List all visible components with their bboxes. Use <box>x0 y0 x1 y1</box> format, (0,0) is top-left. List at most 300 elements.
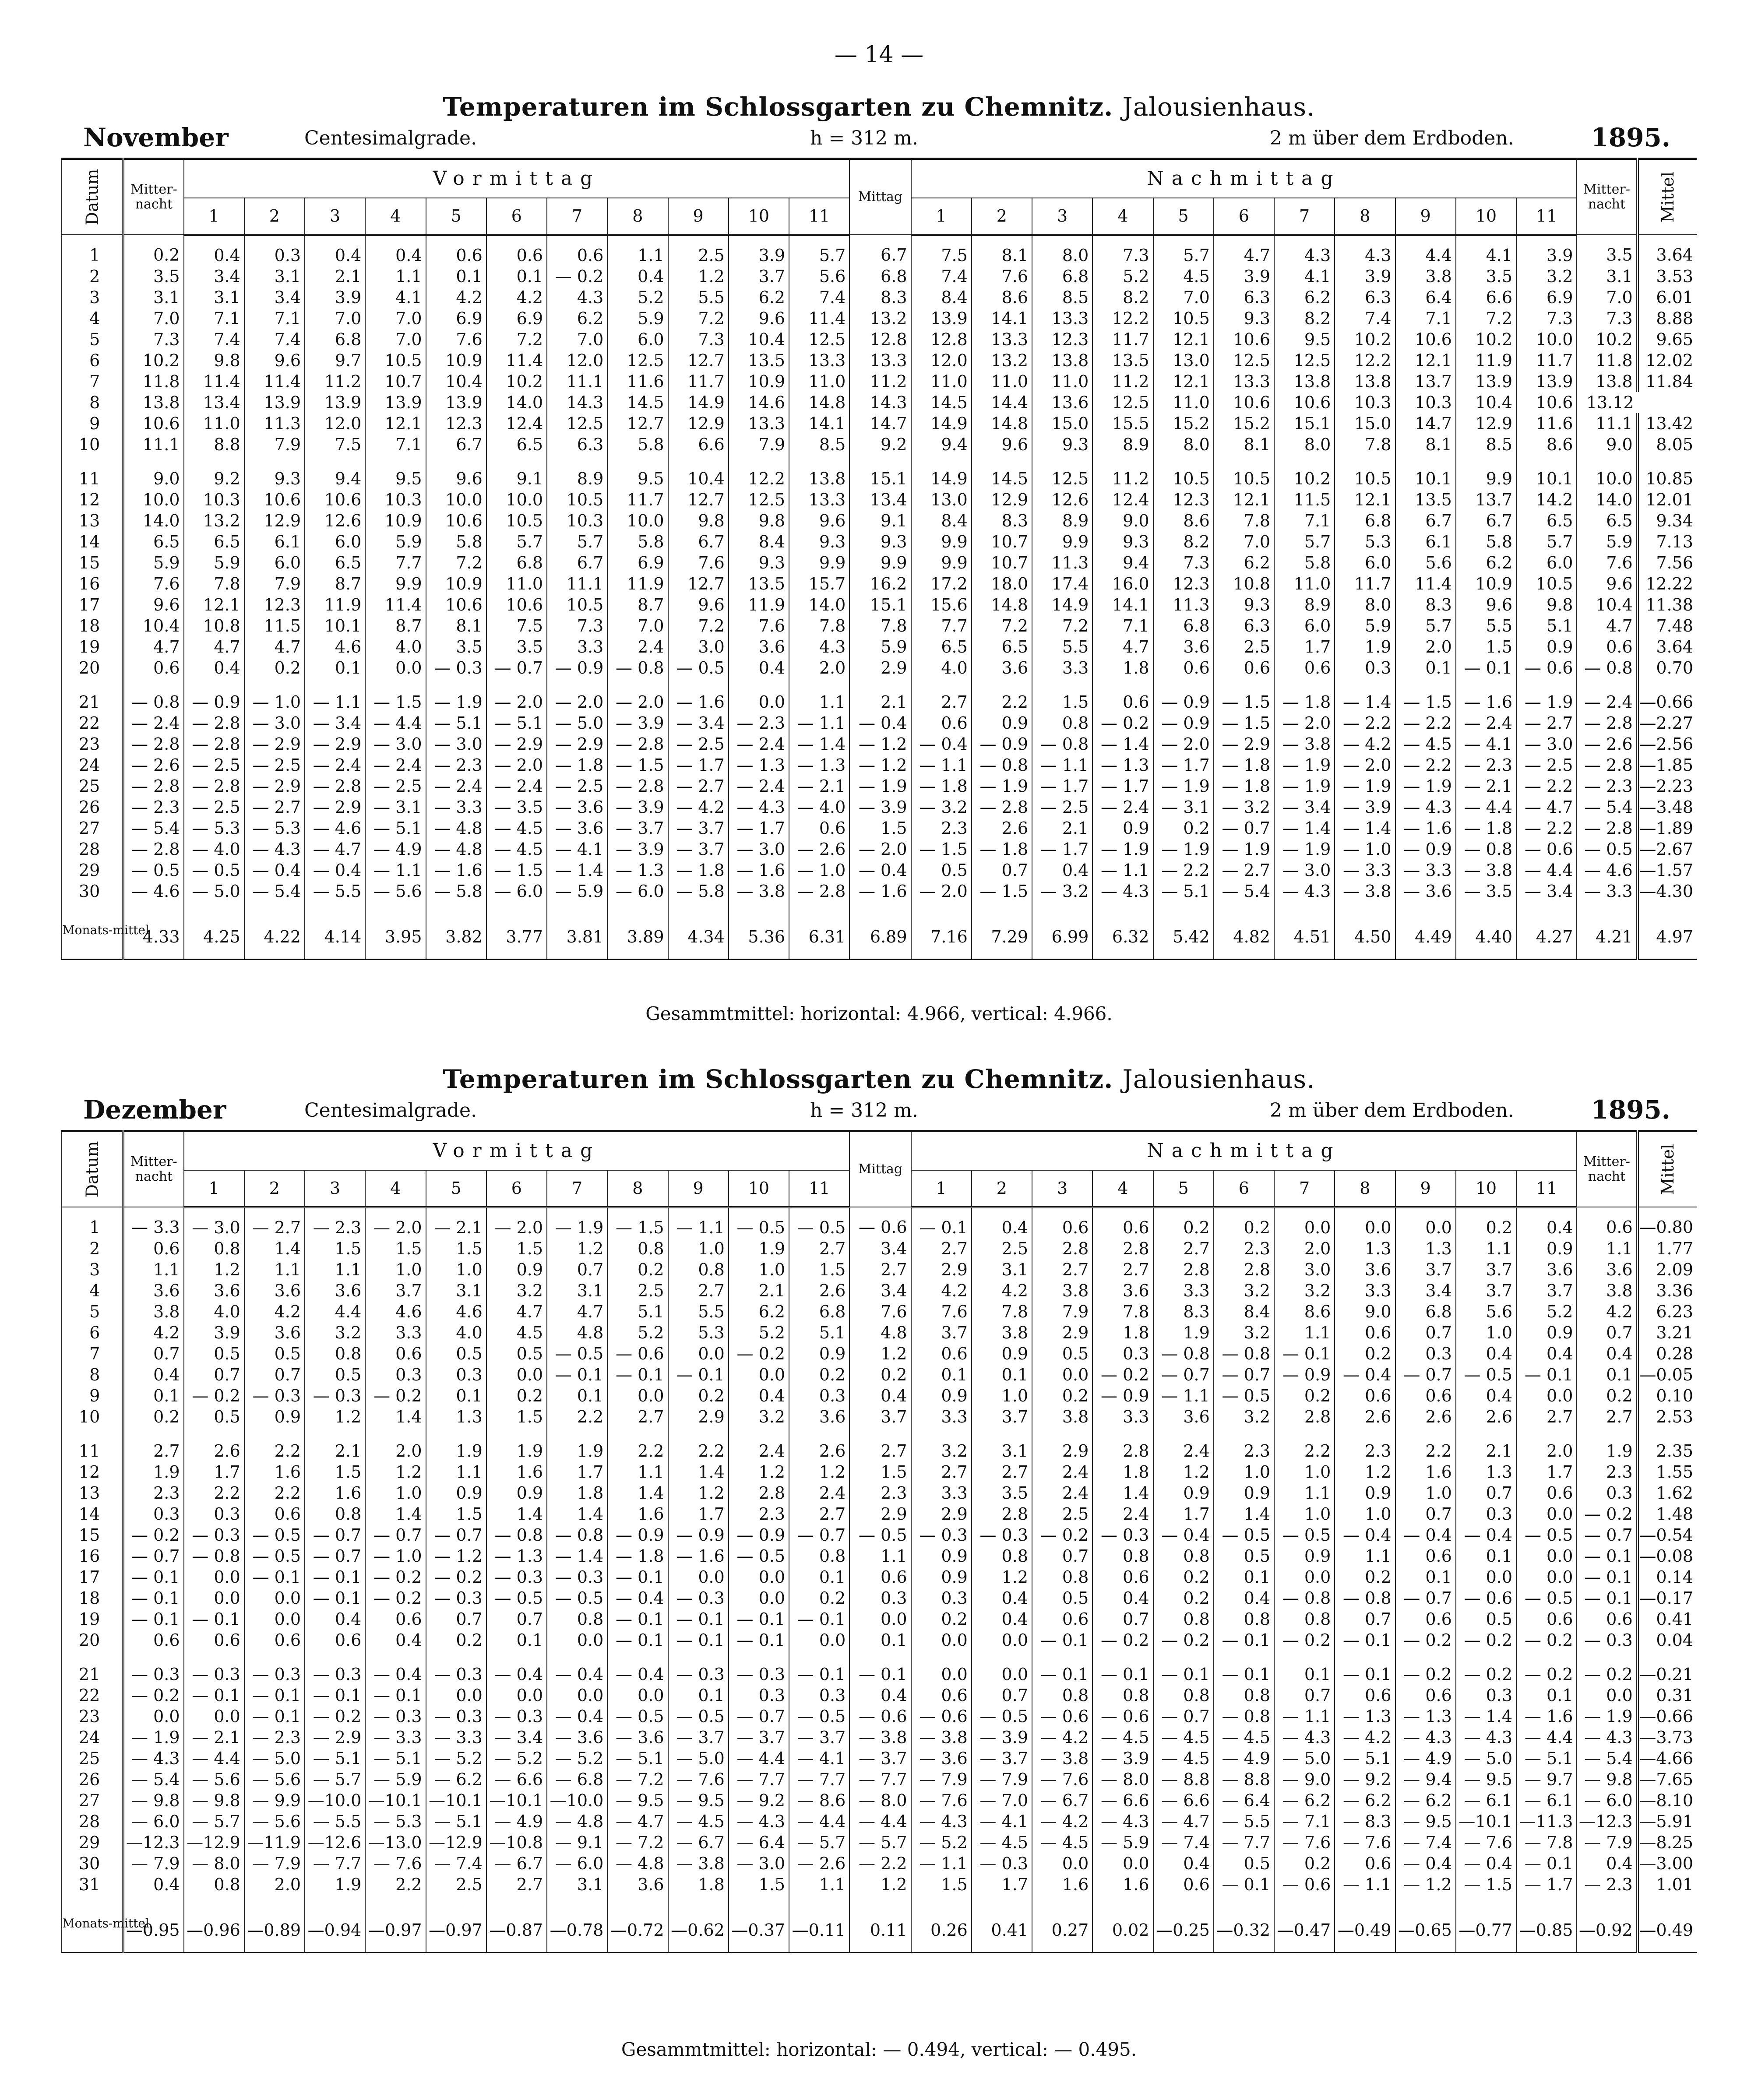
value-cell: 3.0 <box>668 636 729 657</box>
day-cell: 18 <box>62 615 123 636</box>
value-cell: 0.0 <box>365 657 426 678</box>
value-cell: 15.1 <box>849 455 911 489</box>
value-cell: 11.8 <box>123 371 183 392</box>
value-cell: 3.3 <box>1153 1280 1214 1301</box>
value-cell: 4.3 <box>1335 235 1395 266</box>
value-cell: — 3.6 <box>1395 881 1456 902</box>
value-cell: — 1.8 <box>911 776 972 797</box>
value-cell: — 0.3 <box>911 1525 972 1546</box>
value-cell: — 1.6 <box>668 1546 729 1567</box>
value-cell: — 2.8 <box>789 881 849 902</box>
value-cell: — 0.2 <box>729 1343 789 1364</box>
value-cell: 0.8 <box>1032 1685 1092 1706</box>
value-cell: — 6.4 <box>1214 1790 1274 1811</box>
value-cell: — 0.9 <box>668 1525 729 1546</box>
value-cell: 6.4 <box>1395 287 1456 308</box>
value-cell: 0.6 <box>1335 1685 1395 1706</box>
value-cell: 0.5 <box>1456 1609 1516 1630</box>
value-cell: 1.6 <box>305 1482 365 1504</box>
value-cell: 7.3 <box>123 329 183 350</box>
value-cell: 2.7 <box>1032 1259 1092 1280</box>
value-cell: 6.2 <box>729 1301 789 1322</box>
value-cell: — 0.7 <box>305 1525 365 1546</box>
value-cell: — 2.0 <box>1335 755 1395 776</box>
value-cell: — 1.3 <box>1395 1706 1456 1727</box>
value-cell: 7.0 <box>1153 287 1214 308</box>
value-cell: — 3.8 <box>1335 881 1395 902</box>
value-cell: 11.7 <box>1092 329 1153 350</box>
value-cell: 7.3 <box>668 329 729 350</box>
value-cell: — 1.1 <box>789 713 849 734</box>
value-cell: 10.6 <box>426 594 486 615</box>
value-cell: — 1.7 <box>1092 776 1153 797</box>
value-cell: 1.1 <box>607 235 668 266</box>
value-cell: 10.6 <box>1214 392 1274 413</box>
value-cell: — 0.1 <box>789 1651 849 1685</box>
value-cell: 0.2 <box>1153 1567 1214 1588</box>
value-cell: — 1.0 <box>789 860 849 881</box>
value-cell: 9.9 <box>849 552 911 573</box>
value-cell: 2.8 <box>1214 1259 1274 1280</box>
value-cell: 1.2 <box>668 266 729 287</box>
value-cell: 0.0 <box>1274 1207 1335 1238</box>
mean-cell: 4.27 <box>1516 902 1577 960</box>
value-cell: 3.6 <box>244 1280 305 1301</box>
value-cell: — 1.1 <box>1153 1385 1214 1406</box>
value-cell: — 0.1 <box>547 1364 607 1385</box>
day-cell: 10 <box>62 434 123 455</box>
value-cell: 0.4 <box>1577 1853 1637 1874</box>
value-cell: — 1.3 <box>607 860 668 881</box>
value-cell: 8.3 <box>1153 1301 1214 1322</box>
value-cell: 1.1 <box>426 1461 486 1482</box>
value-cell: — 1.7 <box>1032 776 1092 797</box>
mean-cell: —0.37 <box>729 1895 789 1953</box>
value-cell: —7.65 <box>1638 1769 1697 1790</box>
value-cell: 0.9 <box>486 1482 547 1504</box>
value-cell: 0.6 <box>244 1504 305 1525</box>
value-cell: — 0.8 <box>184 1546 244 1567</box>
value-cell: 10.5 <box>547 594 607 615</box>
value-cell: 2.09 <box>1638 1259 1697 1280</box>
hour-header: 1 <box>911 198 972 235</box>
value-cell: 0.3 <box>729 1685 789 1706</box>
value-cell: 11.0 <box>972 371 1032 392</box>
table-row <box>62 1461 1697 1482</box>
hour-header: 7 <box>547 198 607 235</box>
page-number: — 14 — <box>834 42 924 68</box>
value-cell: — 2.1 <box>426 1207 486 1238</box>
value-cell: 0.0 <box>607 1685 668 1706</box>
value-cell: — 2.8 <box>1577 755 1637 776</box>
value-cell: 0.7 <box>1032 1546 1092 1567</box>
value-cell: — 4.9 <box>486 1811 547 1832</box>
value-cell: 1.1 <box>305 1259 365 1280</box>
value-cell: — 1.9 <box>1274 776 1335 797</box>
value-cell: 6.6 <box>668 434 729 455</box>
mean-cell: 6.31 <box>789 902 849 960</box>
value-cell: — 2.3 <box>123 797 183 818</box>
value-cell: 6.8 <box>789 1301 849 1322</box>
value-cell: — 3.0 <box>184 1207 244 1238</box>
value-cell: — 0.2 <box>305 1706 365 1727</box>
value-cell: — 0.3 <box>1577 1630 1637 1651</box>
mean-cell: —0.87 <box>486 1895 547 1953</box>
table-row <box>62 1790 1697 1811</box>
value-cell: 11.6 <box>607 371 668 392</box>
value-cell: 7.2 <box>972 615 1032 636</box>
value-cell: 0.9 <box>972 1343 1032 1364</box>
value-cell: — 9.7 <box>1516 1769 1577 1790</box>
value-cell: 0.0 <box>1092 1853 1153 1874</box>
value-cell: — 5.3 <box>184 818 244 839</box>
value-cell: — 9.2 <box>729 1790 789 1811</box>
value-cell: — 0.5 <box>184 860 244 881</box>
value-cell: 0.0 <box>1456 1567 1516 1588</box>
value-cell: — 9.1 <box>547 1832 607 1853</box>
value-cell: 12.7 <box>668 350 729 371</box>
value-cell: 0.6 <box>849 1567 911 1588</box>
value-cell: 0.6 <box>911 1343 972 1364</box>
value-cell: 5.9 <box>607 308 668 329</box>
value-cell: 3.4 <box>849 1238 911 1259</box>
value-cell: — 0.6 <box>1274 1874 1335 1895</box>
value-cell: 0.8 <box>305 1343 365 1364</box>
value-cell: 3.1 <box>1577 266 1637 287</box>
value-cell: 0.1 <box>305 657 365 678</box>
value-cell: 13.7 <box>1395 371 1456 392</box>
value-cell: 0.4 <box>184 657 244 678</box>
value-cell: — 1.0 <box>1335 839 1395 860</box>
value-cell: 3.64 <box>1638 636 1697 657</box>
value-cell: 0.1 <box>1577 1364 1637 1385</box>
value-cell: — 2.1 <box>789 776 849 797</box>
value-cell: 3.8 <box>123 1301 183 1322</box>
value-cell: — 8.6 <box>789 1790 849 1811</box>
value-cell: — 0.8 <box>1032 734 1092 755</box>
value-cell: 7.13 <box>1638 531 1697 552</box>
value-cell: — 1.2 <box>1395 1874 1456 1895</box>
value-cell: 0.0 <box>1516 1504 1577 1525</box>
value-cell: 2.6 <box>789 1280 849 1301</box>
value-cell: 1.9 <box>305 1874 365 1895</box>
value-cell: 1.6 <box>1092 1874 1153 1895</box>
value-cell: 14.9 <box>668 392 729 413</box>
value-cell: 0.8 <box>184 1874 244 1895</box>
value-cell: — 0.1 <box>1335 1630 1395 1651</box>
value-cell: 2.2 <box>972 678 1032 713</box>
value-cell: 2.2 <box>668 1427 729 1461</box>
value-cell: 7.3 <box>547 615 607 636</box>
value-cell: — 5.9 <box>1092 1832 1153 1853</box>
hour-header: 9 <box>1395 198 1456 235</box>
table-row <box>62 552 1697 573</box>
value-cell: 0.8 <box>1214 1609 1274 1630</box>
temperature-table <box>61 158 1697 960</box>
value-cell: 2.6 <box>1335 1406 1395 1427</box>
hour-header: 5 <box>1153 1170 1214 1207</box>
value-cell: 1.7 <box>547 1461 607 1482</box>
day-cell: 19 <box>62 1609 123 1630</box>
value-cell: 0.6 <box>1092 1207 1153 1238</box>
value-cell: 1.4 <box>365 1406 426 1427</box>
value-cell: — 3.4 <box>305 713 365 734</box>
value-cell: — 0.1 <box>668 1609 729 1630</box>
table-row <box>62 266 1697 287</box>
value-cell: — 5.0 <box>184 881 244 902</box>
value-cell: 1.9 <box>1153 1322 1214 1343</box>
value-cell: — 0.3 <box>668 1588 729 1609</box>
value-cell: 0.6 <box>1577 1207 1637 1238</box>
value-cell: — 3.3 <box>1335 860 1395 881</box>
table-row <box>62 1630 1697 1651</box>
value-cell: 3.7 <box>1516 1280 1577 1301</box>
day-cell: 27 <box>62 818 123 839</box>
mean-cell: 0.02 <box>1092 1895 1153 1953</box>
value-cell: 1.9 <box>486 1427 547 1461</box>
value-cell: 7.8 <box>789 615 849 636</box>
value-cell: — 0.8 <box>1456 839 1516 860</box>
value-cell: — 4.3 <box>1274 1727 1335 1748</box>
value-cell: — 3.3 <box>426 797 486 818</box>
value-cell: 3.5 <box>1577 235 1637 266</box>
value-cell: 11.0 <box>911 371 972 392</box>
value-cell: — 7.6 <box>1274 1832 1335 1853</box>
mittel-header: Mittel <box>1638 159 1697 235</box>
day-cell: 29 <box>62 860 123 881</box>
value-cell: 0.4 <box>1516 1343 1577 1364</box>
value-cell: — 2.9 <box>486 734 547 755</box>
value-cell: 4.8 <box>547 1322 607 1343</box>
value-cell: — 0.6 <box>1032 1706 1092 1727</box>
value-cell: 7.56 <box>1638 552 1697 573</box>
value-cell: 3.6 <box>244 1322 305 1343</box>
value-cell: 10.3 <box>1335 392 1395 413</box>
value-cell: 1.9 <box>729 1238 789 1259</box>
value-cell: 9.34 <box>1638 510 1697 531</box>
value-cell: 6.7 <box>426 434 486 455</box>
value-cell: 9.3 <box>1214 308 1274 329</box>
value-cell: 12.5 <box>607 350 668 371</box>
value-cell: 2.9 <box>911 1259 972 1280</box>
value-cell: — 7.7 <box>305 1853 365 1874</box>
value-cell: 1.3 <box>1395 1238 1456 1259</box>
value-cell: 4.5 <box>486 1322 547 1343</box>
value-cell: — 1.4 <box>1456 1706 1516 1727</box>
value-cell: 10.9 <box>1456 573 1516 594</box>
value-cell: — 3.8 <box>729 881 789 902</box>
mean-cell: —0.96 <box>184 1895 244 1953</box>
value-cell: 7.1 <box>365 434 426 455</box>
value-cell: 2.0 <box>244 1874 305 1895</box>
value-cell: 11.0 <box>486 573 547 594</box>
mean-cell: —0.97 <box>426 1895 486 1953</box>
value-cell: — 2.0 <box>911 881 972 902</box>
day-cell: 26 <box>62 1769 123 1790</box>
day-cell: 21 <box>62 1651 123 1685</box>
value-cell: — 2.3 <box>1577 776 1637 797</box>
value-cell: 3.9 <box>729 235 789 266</box>
value-cell: 0.4 <box>972 1207 1032 1238</box>
value-cell: 2.2 <box>607 1427 668 1461</box>
value-cell: 7.6 <box>1577 552 1637 573</box>
value-cell: —12.6 <box>305 1832 365 1853</box>
value-cell: — 1.9 <box>1335 776 1395 797</box>
value-cell: — 2.3 <box>305 1207 365 1238</box>
value-cell: 3.5 <box>123 266 183 287</box>
value-cell: 2.8 <box>1032 1238 1092 1259</box>
value-cell: 1.1 <box>849 1546 911 1567</box>
day-cell: 20 <box>62 1630 123 1651</box>
value-cell: — 0.4 <box>1335 1525 1395 1546</box>
value-cell: —5.91 <box>1638 1811 1697 1832</box>
value-cell: — 6.2 <box>426 1769 486 1790</box>
day-cell: 12 <box>62 489 123 510</box>
value-cell: — 0.4 <box>1456 1853 1516 1874</box>
hour-header: 1 <box>184 198 244 235</box>
day-cell: 23 <box>62 1706 123 1727</box>
value-cell: 8.7 <box>305 573 365 594</box>
value-cell: 6.9 <box>486 308 547 329</box>
value-cell: 4.0 <box>184 1301 244 1322</box>
value-cell: — 0.1 <box>668 1630 729 1651</box>
value-cell: — 1.5 <box>1395 678 1456 713</box>
mean-cell: —0.97 <box>365 1895 426 1953</box>
value-cell: 14.0 <box>789 594 849 615</box>
value-cell: 3.9 <box>1516 235 1577 266</box>
value-cell: — 0.1 <box>1516 1364 1577 1385</box>
value-cell: — 1.5 <box>1214 678 1274 713</box>
value-cell: 2.7 <box>486 1874 547 1895</box>
value-cell: 12.5 <box>1092 392 1153 413</box>
value-cell: 0.0 <box>1032 1853 1092 1874</box>
value-cell: — 4.9 <box>1395 1748 1456 1769</box>
value-cell: 4.3 <box>547 287 607 308</box>
value-cell: 0.9 <box>1214 1482 1274 1504</box>
value-cell: — 3.6 <box>547 818 607 839</box>
value-cell: 8.5 <box>1032 287 1092 308</box>
value-cell: — 2.8 <box>972 797 1032 818</box>
value-cell: — 6.4 <box>729 1832 789 1853</box>
value-cell: — 0.1 <box>607 1609 668 1630</box>
value-cell: 5.9 <box>1335 615 1395 636</box>
value-cell: — 0.5 <box>547 1588 607 1609</box>
mean-cell: —0.65 <box>1395 1895 1456 1953</box>
value-cell: 0.2 <box>1153 1207 1214 1238</box>
hour-header: 3 <box>305 198 365 235</box>
value-cell: 5.9 <box>184 552 244 573</box>
value-cell: — 0.3 <box>972 1853 1032 1874</box>
value-cell: 7.5 <box>486 615 547 636</box>
value-cell: — 3.8 <box>1274 734 1335 755</box>
monthly-mean-row <box>62 1895 1697 1953</box>
value-cell: — 5.6 <box>244 1769 305 1790</box>
value-cell: 0.2 <box>789 1588 849 1609</box>
mean-cell: 6.99 <box>1032 902 1092 960</box>
value-cell: 1.9 <box>547 1427 607 1461</box>
value-cell: 3.21 <box>1638 1322 1697 1343</box>
value-cell: 0.4 <box>305 235 365 266</box>
value-cell: — 3.5 <box>1456 881 1516 902</box>
value-cell: 0.2 <box>426 1630 486 1651</box>
value-cell: 14.8 <box>789 392 849 413</box>
value-cell: — 0.1 <box>305 1685 365 1706</box>
value-cell: 3.1 <box>123 287 183 308</box>
value-cell: 6.0 <box>607 329 668 350</box>
value-cell: — 3.7 <box>849 1748 911 1769</box>
value-cell: 3.3 <box>911 1482 972 1504</box>
value-cell: — 0.4 <box>365 1651 426 1685</box>
value-cell: 6.8 <box>1335 510 1395 531</box>
value-cell: 0.8 <box>1274 1609 1335 1630</box>
value-cell: 5.9 <box>1577 531 1637 552</box>
mean-cell: 4.25 <box>184 902 244 960</box>
value-cell: — 1.9 <box>426 678 486 713</box>
value-cell: 14.9 <box>1032 594 1092 615</box>
value-cell: — 1.2 <box>849 734 911 755</box>
value-cell: 1.7 <box>1153 1504 1214 1525</box>
value-cell: — 1.7 <box>668 755 729 776</box>
value-cell: — 9.5 <box>1456 1769 1516 1790</box>
value-cell: — 0.5 <box>668 657 729 678</box>
value-cell: 7.6 <box>123 573 183 594</box>
value-cell: 11.5 <box>1274 489 1335 510</box>
value-cell: 7.6 <box>668 552 729 573</box>
value-cell: 6.23 <box>1638 1301 1697 1322</box>
value-cell: 14.6 <box>729 392 789 413</box>
value-cell: 0.6 <box>1335 1853 1395 1874</box>
value-cell: — 1.7 <box>1516 1874 1577 1895</box>
value-cell: 7.48 <box>1638 615 1697 636</box>
value-cell: 1.3 <box>426 1406 486 1427</box>
value-cell: — 0.4 <box>1153 1525 1214 1546</box>
value-cell: 11.8 <box>1577 350 1637 371</box>
value-cell: 12.3 <box>426 413 486 434</box>
value-cell: 11.7 <box>1335 573 1395 594</box>
value-cell: — 6.1 <box>1516 1790 1577 1811</box>
day-cell: 31 <box>62 1874 123 1895</box>
value-cell: 12.4 <box>486 413 547 434</box>
value-cell: 10.9 <box>426 573 486 594</box>
value-cell: 10.2 <box>486 371 547 392</box>
value-cell: 6.2 <box>1274 287 1335 308</box>
day-cell: 29 <box>62 1832 123 1853</box>
value-cell: 0.0 <box>184 1588 244 1609</box>
above-ground-label: 2 m über dem Erdboden. <box>1270 127 1514 149</box>
value-cell: 1.3 <box>1335 1238 1395 1259</box>
table-row <box>62 308 1697 329</box>
value-cell: — 0.5 <box>1456 1364 1516 1385</box>
value-cell: 0.6 <box>911 1685 972 1706</box>
mean-cell: 6.32 <box>1092 902 1153 960</box>
table-row <box>62 1504 1697 1525</box>
value-cell: — 0.4 <box>607 1651 668 1685</box>
mean-cell: 4.14 <box>305 902 365 960</box>
value-cell: — 3.9 <box>607 839 668 860</box>
value-cell: 8.4 <box>911 287 972 308</box>
value-cell: — 1.9 <box>1274 839 1335 860</box>
value-cell: 5.2 <box>1092 266 1153 287</box>
value-cell: — 0.3 <box>729 1651 789 1685</box>
value-cell: 8.05 <box>1638 434 1697 455</box>
value-cell: 12.1 <box>1153 371 1214 392</box>
value-cell: 9.6 <box>972 434 1032 455</box>
value-cell: — 7.1 <box>1274 1811 1335 1832</box>
value-cell: 0.3 <box>1456 1504 1516 1525</box>
value-cell: — 2.5 <box>184 797 244 818</box>
value-cell: — 0.5 <box>1214 1385 1274 1406</box>
day-cell: 3 <box>62 287 123 308</box>
